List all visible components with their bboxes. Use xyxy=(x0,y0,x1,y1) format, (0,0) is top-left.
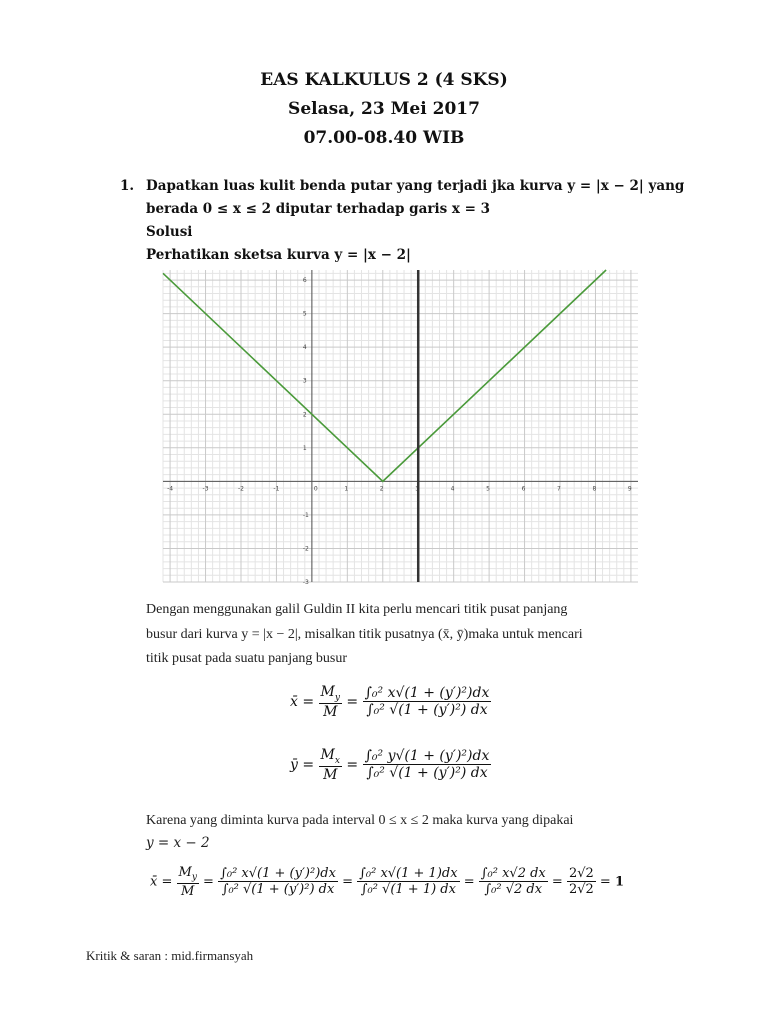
equals-sign: = xyxy=(551,874,563,890)
y-tick-label: -3 xyxy=(302,579,309,586)
question-line-2: berada 0 ≤ x ≤ 2 diputar terhadap garis x = 3 xyxy=(146,201,491,217)
equals-sign: = xyxy=(599,874,611,890)
x-tick-label: 6 xyxy=(521,485,526,493)
ybar-equation xyxy=(290,747,491,783)
xbar-integral-fraction xyxy=(363,685,492,718)
paragraph-1-line-2: busur dari kurva y = |x − 2|, misalkan titik pusatnya (x̄, ȳ)maka untuk mencari xyxy=(146,627,583,642)
footer-credit: Kritik & saran : mid.firmansyah xyxy=(86,948,254,963)
M-symbol: M xyxy=(181,883,195,899)
exam-time: 07.00-08.40 WIB xyxy=(303,128,465,148)
equals-sign: = xyxy=(203,874,214,890)
x-tick-label: 0 xyxy=(313,485,318,493)
x-tick-label: 5 xyxy=(486,485,490,493)
y-tick-label: 5 xyxy=(302,310,307,318)
question-line-1: Dapatkan luas kulit benda putar yang terjadi jka kurva y = |x − 2| yang xyxy=(146,178,685,194)
My-sub: y xyxy=(334,692,340,703)
My-over-M xyxy=(177,865,199,899)
paragraph-2-line-1: Karena yang diminta kurva pada interval 0 ≤ x ≤ 2 maka kurva yang dipakai xyxy=(146,813,574,828)
paragraph-1-line-1: Dengan menggunakan galil Guldin II kita perlu mencari titik pusat panjang xyxy=(146,602,568,617)
ybar-numerator: ∫₀² y√(1 + (y′)²)dx xyxy=(364,748,490,765)
exam-date: Selasa, 23 Mei 2017 xyxy=(288,99,480,119)
x-tick-label: 8 xyxy=(592,485,597,493)
x-tick-label: 2 xyxy=(379,485,384,493)
step1-fraction xyxy=(218,866,338,897)
Mx-over-M xyxy=(319,747,342,783)
step1-numerator: ∫₀² x√(1 + (y′)²)dx xyxy=(220,866,336,882)
xbar-lhs: x̄ = xyxy=(150,874,173,890)
step3-numerator: ∫₀² x√2 dx xyxy=(480,866,546,882)
equals-sign: = xyxy=(346,693,359,710)
y-tick-label: 1 xyxy=(302,444,307,452)
xbar-derivation xyxy=(150,865,624,899)
xbar-lhs: x̄ = xyxy=(290,693,315,710)
My-over-M xyxy=(319,684,342,720)
My-sub: y xyxy=(191,872,197,883)
x-tick-label: 1 xyxy=(344,485,349,493)
graph-y-abs-x-minus-2 xyxy=(163,270,638,586)
solution-label: Solusi xyxy=(146,224,193,240)
paragraph-2-line-2: y = x − 2 xyxy=(146,835,210,851)
y-tick-label: 3 xyxy=(302,377,307,385)
M-symbol: M xyxy=(323,703,338,720)
x-tick-label: -3 xyxy=(202,485,209,493)
step2-fraction xyxy=(357,866,459,897)
equals-sign: = xyxy=(463,874,475,890)
question-number: 1. xyxy=(120,178,135,194)
step2-denominator: ∫₀² √(1 + 1) dx xyxy=(360,882,456,898)
Mx-sub: x xyxy=(334,755,340,766)
My-symbol: M xyxy=(320,684,335,700)
ybar-lhs: ȳ = xyxy=(290,756,315,773)
sketch-label: Perhatikan sketsa kurva y = |x − 2| xyxy=(146,247,411,263)
x-tick-label: 4 xyxy=(450,485,455,493)
x-tick-label: -1 xyxy=(273,485,280,493)
step3-fraction xyxy=(479,866,548,897)
y-tick-label: 2 xyxy=(302,411,307,419)
My-symbol: M xyxy=(178,865,192,880)
xbar-denominator: ∫₀² √(1 + (y′)²) dx xyxy=(366,702,488,719)
x-tick-label: 9 xyxy=(627,485,632,493)
y-tick-label: 4 xyxy=(302,344,307,352)
y-tick-label: 6 xyxy=(302,277,307,285)
equals-sign: = xyxy=(342,874,353,890)
xbar-numerator: ∫₀² x√(1 + (y′)²)dx xyxy=(364,685,490,702)
ybar-denominator: ∫₀² √(1 + (y′)²) dx xyxy=(366,765,488,782)
x-tick-label: 7 xyxy=(557,485,561,493)
step2-numerator: ∫₀² x√(1 + 1)dx xyxy=(359,866,458,882)
step3-denominator: ∫₀² √2 dx xyxy=(484,882,543,898)
x-tick-label: -2 xyxy=(237,485,244,493)
paragraph-1-line-3: titik pusat pada suatu panjang busur xyxy=(146,651,348,666)
step4-denominator: 2√2 xyxy=(568,882,594,898)
step1-denominator: ∫₀² √(1 + (y′)²) dx xyxy=(221,882,335,898)
equals-sign: = xyxy=(346,756,359,773)
ybar-integral-fraction xyxy=(363,748,492,781)
y-tick-label: -2 xyxy=(302,545,309,553)
y-tick-label: -1 xyxy=(302,511,309,519)
step4-fraction xyxy=(567,866,596,897)
result-value: 1 xyxy=(614,874,624,890)
x-tick-label: -4 xyxy=(167,485,174,493)
x-tick-label: 3 xyxy=(415,485,420,493)
exam-title: EAS KALKULUS 2 (4 SKS) xyxy=(260,70,508,90)
step4-numerator: 2√2 xyxy=(568,866,594,882)
M-symbol: M xyxy=(323,766,338,783)
Mx-symbol: M xyxy=(320,747,335,763)
xbar-equation xyxy=(290,684,491,720)
